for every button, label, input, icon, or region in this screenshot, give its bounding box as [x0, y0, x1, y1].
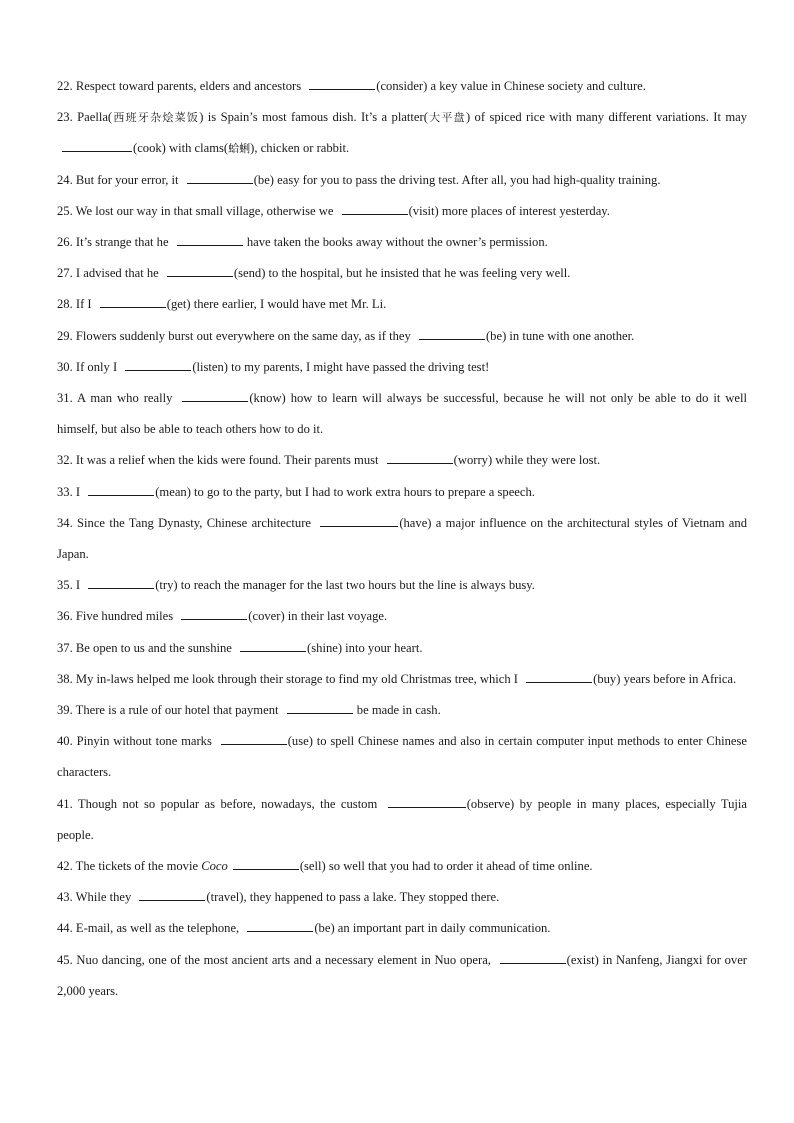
answer-blank[interactable] [247, 918, 313, 932]
question-42 [57, 851, 747, 882]
answer-blank[interactable] [88, 482, 154, 496]
question-40 [57, 726, 747, 788]
question-36 [57, 601, 747, 632]
answer-blank[interactable] [100, 294, 166, 308]
question-text: 34. Since the Tang Dynasty, Chinese architecture [57, 515, 316, 530]
question-text: with clams( [165, 141, 229, 156]
verb-hint: (exist) [566, 952, 599, 967]
question-35 [57, 570, 747, 601]
answer-blank[interactable] [88, 575, 154, 589]
verb-hint: (travel) [206, 890, 244, 905]
question-text: in Nanfeng, Jiangxi for over 2,000 years. [57, 952, 747, 998]
question-text: to spell Chinese names and also in certain computer input methods to enter Chinese characters. [57, 734, 747, 780]
answer-blank[interactable] [342, 201, 408, 215]
question-33 [57, 477, 747, 508]
question-34 [57, 508, 747, 570]
answer-blank[interactable] [500, 950, 566, 964]
answer-blank[interactable] [320, 513, 398, 527]
question-text: 43. While they [57, 890, 135, 905]
movie-title: Coco [201, 859, 228, 874]
verb-hint: (be) [485, 328, 507, 343]
answer-blank[interactable] [182, 388, 248, 402]
answer-blank[interactable] [62, 138, 132, 152]
question-text: 36. Five hundred miles [57, 609, 177, 624]
answer-blank[interactable] [221, 731, 287, 745]
question-24 [57, 165, 747, 196]
question-31 [57, 383, 747, 445]
question-text: be made in cash. [353, 703, 441, 718]
answer-blank[interactable] [309, 76, 375, 90]
verb-hint: (send) [233, 266, 266, 281]
question-text: 26. It’s strange that he [57, 235, 172, 250]
chinese-gloss: 蛤蜊 [228, 142, 251, 156]
verb-hint: (cook) [133, 141, 166, 156]
question-text: a major influence on the architectural styles of Vietnam and Japan. [57, 515, 747, 562]
verb-hint: (worry) [453, 453, 493, 468]
question-30 [57, 352, 747, 383]
question-text: have taken the books away without the owner’s permission. [243, 235, 548, 250]
question-text: 30. If only I [57, 359, 121, 374]
verb-hint: (mean) [155, 484, 191, 499]
exercise-page [57, 71, 747, 1007]
question-text: 35. I [57, 578, 84, 593]
verb-hint: (shine) [307, 640, 343, 655]
question-41 [57, 789, 747, 851]
chinese-gloss: 大平盘 [427, 111, 466, 125]
question-44 [57, 913, 747, 944]
verb-hint: (visit) [408, 203, 439, 218]
question-text: 22. Respect toward parents, elders and ancestors [57, 79, 305, 93]
verb-hint: (try) [155, 578, 178, 593]
question-32 [57, 445, 747, 476]
verb-hint: (consider) [376, 79, 428, 93]
verb-hint: (get) [166, 297, 191, 312]
question-text: into your heart. [342, 640, 423, 655]
question-text: 38. My in-laws helped me look through their storage to find my old Christmas tree, which I [57, 671, 522, 686]
question-text: more places of interest yesterday. [438, 203, 610, 218]
question-text: , they happened to pass a lake. They stopped there. [243, 890, 500, 905]
question-text: there earlier, I would have met Mr. Li. [190, 297, 387, 312]
question-text: a key value in Chinese society and culture. [427, 79, 646, 93]
question-text: an important part in daily communication. [334, 921, 551, 936]
question-text: 45. Nuo dancing, one of the most ancient arts and a necessary element in Nuo opera, [57, 952, 495, 967]
question-text: ) of spiced rice with many different variations. It may [465, 110, 748, 125]
question-text: 29. Flowers suddenly burst out everywhere on the same day, as if they [57, 328, 414, 343]
answer-blank[interactable] [139, 887, 205, 901]
answer-blank[interactable] [187, 170, 253, 184]
question-text: 33. I [57, 484, 84, 499]
answer-blank[interactable] [167, 263, 233, 277]
question-text: 23. Paella( [57, 110, 113, 125]
question-text: in tune with one another. [506, 328, 635, 343]
question-text: to my parents, I might have passed the driving test! [228, 359, 490, 374]
question-text: 40. Pinyin without tone marks [57, 734, 216, 749]
question-43 [57, 882, 747, 913]
chinese-gloss: 西班牙杂烩菜饭 [112, 111, 200, 125]
question-text: 27. I advised that he [57, 266, 162, 281]
question-text: ), chicken or rabbit. [250, 141, 350, 156]
verb-hint: (know) [249, 391, 286, 406]
verb-hint: (use) [287, 734, 313, 749]
verb-hint: (be) [314, 921, 335, 936]
question-text: 32. It was a relief when the kids were found. Their parents must [57, 453, 382, 468]
answer-blank[interactable] [181, 606, 247, 620]
answer-blank[interactable] [387, 450, 453, 464]
answer-blank[interactable] [526, 669, 592, 683]
question-text: how to learn will always be successful, because he will not only be able to do it well himself, but also be able to teach others how to do it. [57, 391, 747, 437]
verb-hint: (observe) [466, 796, 515, 811]
answer-blank[interactable] [287, 700, 353, 714]
question-text: 24. But for your error, it [57, 172, 182, 187]
question-text: 28. If I [57, 297, 95, 312]
answer-blank[interactable] [233, 856, 299, 870]
question-27 [57, 258, 747, 289]
question-45 [57, 945, 747, 1007]
verb-hint: (listen) [192, 359, 228, 374]
question-text: 25. We lost our way in that small village, otherwise we [57, 203, 337, 218]
question-text: so well that you had to order it ahead of time online. [325, 859, 593, 874]
question-25 [57, 196, 747, 227]
answer-blank[interactable] [419, 326, 485, 340]
question-text: years before in Africa. [620, 671, 737, 686]
question-text: 37. Be open to us and the sunshine [57, 640, 236, 655]
verb-hint: (be) [253, 172, 274, 187]
question-text: 44. E-mail, as well as the telephone, [57, 921, 243, 936]
question-text: to the hospital, but he insisted that he was feeling very well. [265, 266, 571, 281]
question-text: by people in many places, especially Tujia people. [57, 796, 747, 842]
verb-hint: (buy) [593, 671, 621, 686]
question-text: 42. The tickets of the movie [57, 859, 202, 874]
verb-hint: (cover) [248, 609, 285, 624]
question-22 [57, 71, 747, 102]
question-38 [57, 664, 747, 695]
question-text: easy for you to pass the driving test. After all, you had high-quality training. [274, 172, 661, 187]
question-37 [57, 633, 747, 664]
question-29 [57, 321, 747, 352]
question-text: to reach the manager for the last two hours but the line is always busy. [177, 578, 535, 593]
question-text: ) is Spain’s most famous dish. It’s a platter( [199, 110, 428, 125]
verb-hint: (sell) [299, 859, 326, 874]
answer-blank[interactable] [125, 357, 191, 371]
answer-blank[interactable] [388, 794, 466, 808]
question-text: 41. Though not so popular as before, nowadays, the custom [57, 796, 383, 811]
answer-blank[interactable] [177, 232, 243, 246]
question-text: 31. A man who really [57, 391, 178, 406]
question-28 [57, 289, 747, 320]
question-23 [57, 102, 747, 164]
question-text: 39. There is a rule of our hotel that payment [57, 703, 282, 718]
question-39 [57, 695, 747, 726]
question-text: while they were lost. [492, 453, 601, 468]
answer-blank[interactable] [240, 638, 306, 652]
verb-hint: (have) [399, 515, 432, 530]
question-26 [57, 227, 747, 258]
question-text: to go to the party, but I had to work extra hours to prepare a speech. [190, 484, 535, 499]
question-text: in their last voyage. [284, 609, 388, 624]
